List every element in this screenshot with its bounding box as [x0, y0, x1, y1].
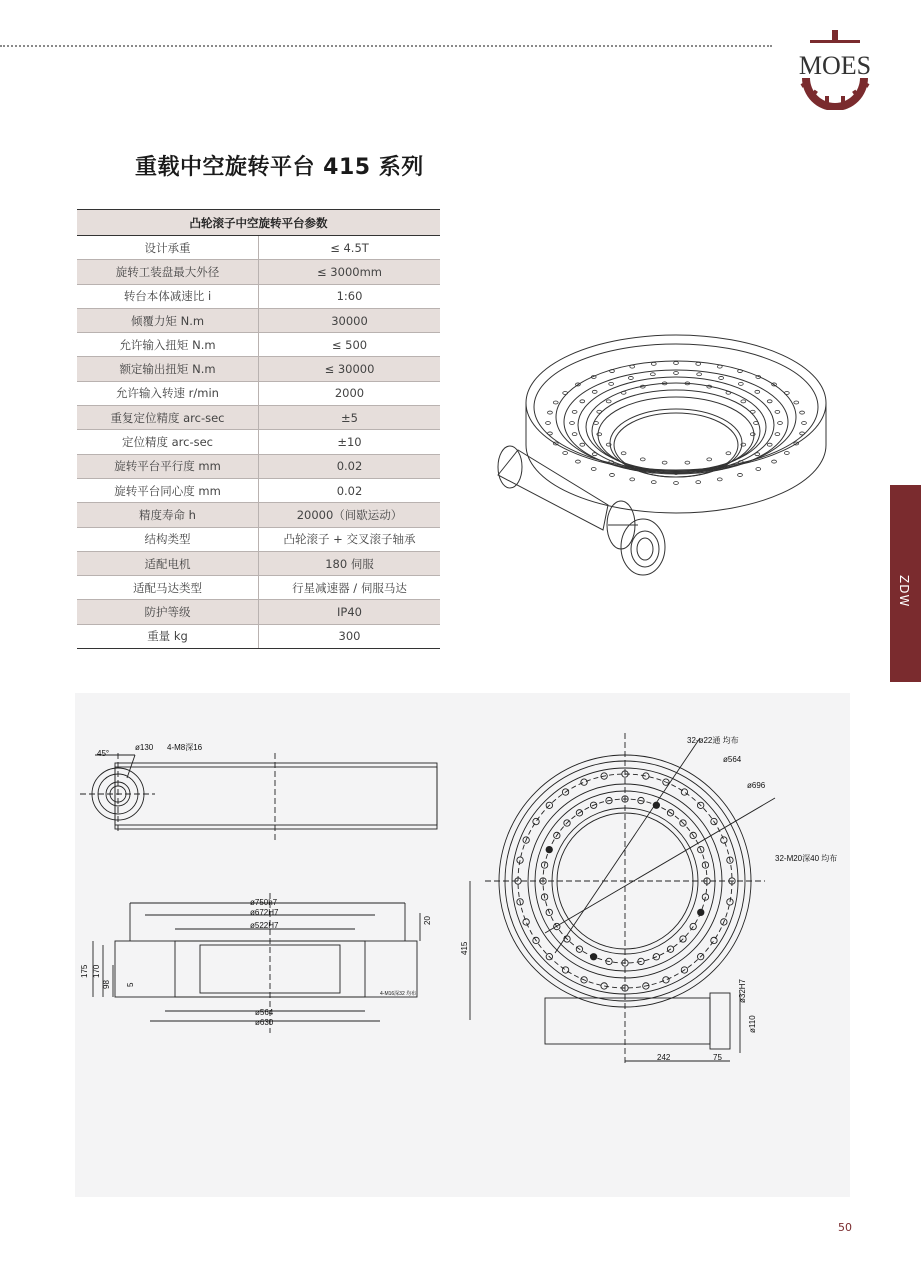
param-label: 适配电机 — [77, 551, 259, 575]
param-label: 允许输入扭矩 N.m — [77, 333, 259, 357]
page-number: 50 — [838, 1221, 852, 1234]
param-value: ±10 — [259, 430, 441, 454]
product-render — [488, 325, 848, 585]
bolt-hole — [711, 937, 717, 943]
sec-d2-label: ø672H7 — [250, 908, 279, 917]
param-label: 转台本体减速比 i — [77, 284, 259, 308]
table-row — [77, 600, 440, 624]
bolt-hole — [562, 967, 568, 973]
plan-d1-label: ø564 — [723, 755, 742, 764]
technical-drawing — [75, 693, 850, 1197]
plan-d2-label: ø696 — [747, 781, 766, 790]
plan-h-label: 415 — [460, 941, 469, 955]
plan-holes2-label: 32-M20深40 均布 — [775, 854, 838, 863]
param-value: 0.02 — [259, 454, 441, 478]
bolt-hole — [698, 909, 704, 915]
sec-d4-label: ø564 — [255, 1008, 274, 1017]
side-tab — [890, 485, 921, 682]
param-label: 结构类型 — [77, 527, 259, 551]
bolt-hole — [533, 818, 539, 824]
table-row — [77, 624, 440, 648]
table-row — [77, 357, 440, 381]
param-label: 旋转工装盘最大外径 — [77, 260, 259, 284]
sec-h3-label: 98 — [102, 980, 111, 989]
param-value: 30000 — [259, 308, 441, 332]
table-row — [77, 260, 440, 284]
sec-h2-label: 170 — [92, 964, 101, 978]
param-value: ≤ 3000mm — [259, 260, 441, 284]
param-value: ≤ 500 — [259, 333, 441, 357]
plan-d3-label: ø32H7 — [738, 978, 747, 1003]
bolt-hole — [681, 789, 687, 795]
param-label: 定位精度 arc-sec — [77, 430, 259, 454]
plan-w2-label: 75 — [713, 1053, 722, 1062]
bolt-hole — [663, 977, 669, 983]
sec-note-label: 4-M16深32 均布 — [380, 991, 417, 997]
sec-d5-label: ø630 — [255, 1018, 274, 1027]
param-label: 设计承重 — [77, 236, 259, 260]
param-value: ±5 — [259, 406, 441, 430]
param-value: 0.02 — [259, 478, 441, 502]
top-holes-label: 4-M8深16 — [167, 743, 203, 752]
sec-h1-label: 175 — [80, 964, 89, 978]
param-value: 2000 — [259, 381, 441, 405]
sec-h4-label: 5 — [126, 982, 135, 987]
table-row — [77, 527, 440, 551]
top-dia-label: ø130 — [135, 743, 154, 752]
param-value: 行星减速器 / 伺服马达 — [259, 576, 441, 600]
table-row — [77, 430, 440, 454]
table-row — [77, 576, 440, 600]
parameter-table — [77, 209, 440, 649]
param-label: 防护等级 — [77, 600, 259, 624]
sec-d3-label: ø522H7 — [250, 921, 279, 930]
table-row — [77, 284, 440, 308]
sec-h5-label: 20 — [423, 916, 432, 925]
bolt-hole — [653, 802, 659, 808]
param-label: 适配马达类型 — [77, 576, 259, 600]
param-value: 300 — [259, 624, 441, 648]
page-title: 重载中空旋转平台 415 系列 — [135, 155, 424, 180]
table-row — [77, 478, 440, 502]
dotted-header-rule — [0, 45, 772, 47]
bolt-hole — [721, 837, 727, 843]
table-row — [77, 308, 440, 332]
side-tab-label: ZDW — [897, 575, 911, 608]
table-row — [77, 333, 440, 357]
table-row — [77, 381, 440, 405]
param-value: ≤ 4.5T — [259, 236, 441, 260]
top-angle-label: 45° — [97, 749, 110, 758]
param-label: 重复定位精度 arc-sec — [77, 406, 259, 430]
plan-holes1-label: 32-ø22通 均布 — [687, 736, 739, 745]
table-row — [77, 236, 440, 260]
plan-w1-label: 242 — [657, 1053, 671, 1062]
param-value: 180 伺服 — [259, 551, 441, 575]
param-label: 重量 kg — [77, 624, 259, 648]
bolt-hole — [546, 846, 552, 852]
table-header: 凸轮滚子中空旋转平台参数 — [77, 210, 440, 236]
param-label: 精度寿命 h — [77, 503, 259, 527]
param-label: 旋转平台同心度 mm — [77, 478, 259, 502]
param-label: 倾覆力矩 N.m — [77, 308, 259, 332]
table-row — [77, 551, 440, 575]
technical-drawing-panel — [75, 693, 850, 1197]
sec-d1-label: ø750h7 — [250, 898, 278, 907]
param-value: 凸轮滚子 + 交叉滚子轴承 — [259, 527, 441, 551]
bolt-hole — [523, 919, 529, 925]
param-value: 1:60 — [259, 284, 441, 308]
bolt-hole — [590, 954, 596, 960]
moes-logo — [790, 30, 880, 110]
logo-text: MOES — [798, 51, 872, 80]
table-row — [77, 406, 440, 430]
bolt-hole — [581, 779, 587, 785]
param-label: 允许输入转速 r/min — [77, 381, 259, 405]
param-value: IP40 — [259, 600, 441, 624]
param-label: 额定输出扭矩 N.m — [77, 357, 259, 381]
param-label: 旋转平台平行度 mm — [77, 454, 259, 478]
plan-d4-label: ø110 — [748, 1015, 757, 1033]
param-value: 20000（间歇运动） — [259, 503, 441, 527]
param-value: ≤ 30000 — [259, 357, 441, 381]
table-row — [77, 503, 440, 527]
table-row — [77, 454, 440, 478]
